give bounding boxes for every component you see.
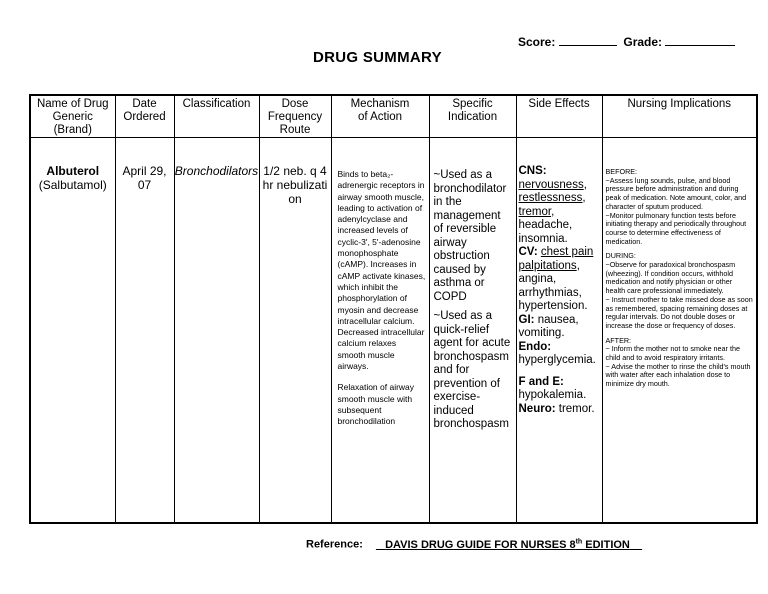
generic-name: Albuterol bbox=[46, 164, 100, 178]
fe-text: hypokalemia. bbox=[518, 389, 587, 401]
header-date bbox=[115, 95, 174, 138]
before-label: BEFORE: bbox=[605, 167, 638, 176]
drug-name-cell bbox=[30, 138, 115, 524]
reference-label: Reference: bbox=[306, 538, 363, 551]
score-grade-line bbox=[518, 35, 735, 49]
neuro-label: Neuro: bbox=[518, 402, 556, 415]
drug-summary-table bbox=[29, 94, 758, 524]
before-item-2: ~Monitor pulmonary function tests before initiating therapy and periodically throughout course to determine effectiveness of medication. bbox=[605, 210, 747, 246]
header-dose-line1: Dose bbox=[281, 98, 309, 110]
endo-text: hyperglycemia. bbox=[518, 354, 596, 366]
header-dose bbox=[259, 95, 331, 138]
reference-value bbox=[376, 539, 642, 551]
header-indication-line2: Indication bbox=[447, 111, 498, 123]
header-dose-line3: Route bbox=[279, 124, 311, 136]
header-mechanism-line1: Mechanism bbox=[350, 98, 410, 110]
before-item-1: ~Assess lung sounds, pulse, and blood pressure before administration and during peak of medication. Note amount, color, and character of sputum produced. bbox=[605, 175, 747, 211]
neuro-text: tremor. bbox=[558, 402, 595, 415]
mechanism-text-2: Relaxation of airway smooth muscle with subsequent bronchodilation bbox=[337, 382, 415, 427]
header-indication-line1: Specific bbox=[452, 98, 493, 110]
header-date-line1: Date bbox=[132, 98, 157, 110]
cns-item-3: tremor bbox=[518, 205, 552, 218]
header-mechanism bbox=[331, 95, 429, 138]
reference-line bbox=[306, 538, 642, 551]
score-label: Score: bbox=[518, 35, 556, 49]
during-item-2: ~ Instruct mother to take missed dose as soon as remembered, spacing remaining doses at regular intervals. Do not double doses or increase the dose or frequency of doses. bbox=[605, 294, 753, 330]
after-item-1: ~ Inform the mother not to smoke near the child and to avoid respiratory irritants. bbox=[605, 344, 740, 363]
grade-label: Grade: bbox=[623, 35, 663, 49]
header-side-effects: Side Effects bbox=[516, 95, 602, 138]
reference-sup: th bbox=[575, 538, 583, 545]
during-item-1: ~Observe for paradoxical bronchospasm (wheezing). If condition occurs, withhold medication and notify physician or other health care professional immediately. bbox=[605, 260, 736, 296]
after-item-2: ~ Advise the mother to rinse the child's mouth with water after each inhalation dose to minimize dry mouth. bbox=[605, 361, 751, 389]
header-classification: Classification bbox=[174, 95, 259, 138]
nursing-cell bbox=[602, 138, 757, 524]
cv-item-1: chest pain bbox=[540, 246, 594, 258]
cv-rest: angina, arrhythmias, hypertension. bbox=[518, 273, 588, 312]
cns-item-2: restlessness bbox=[518, 192, 583, 204]
reference-title: DAVIS DRUG GUIDE FOR NURSES 8 bbox=[385, 538, 576, 551]
page-title: DRUG SUMMARY bbox=[313, 49, 442, 66]
gi-label: GI: bbox=[518, 313, 535, 326]
grade-blank bbox=[665, 35, 735, 46]
during-label: DURING: bbox=[605, 251, 636, 261]
header-indication bbox=[429, 95, 516, 138]
cv-label: CV: bbox=[518, 246, 538, 258]
fe-label: F and E: bbox=[518, 375, 564, 388]
date-ordered-cell: April 29, 07 bbox=[115, 138, 174, 524]
indication-cell bbox=[429, 138, 516, 524]
cv-item-2: palpitations bbox=[518, 259, 577, 272]
classification-cell: Bronchodilators bbox=[174, 138, 259, 524]
cns-label: CNS: bbox=[518, 165, 547, 177]
endo-label: Endo: bbox=[518, 340, 552, 353]
brand-name: (Salbutamol) bbox=[38, 178, 107, 192]
table-header-row bbox=[30, 95, 757, 138]
header-mechanism-line2: of Action bbox=[357, 111, 403, 123]
table-row bbox=[30, 138, 757, 524]
mechanism-text-1: Binds to beta₂-adrenergic receptors in airway smooth muscle, leading to activation of adenylcyclase and increased levels of cyclic-3', 5'-adenosine monophosphate (cAMP). Increases in cAMP activate kinases, which inhibit the phosphorylation of myosin and decrease intracellular calcium. Decreased intracellular calcium relaxes smooth muscle airways. bbox=[337, 169, 426, 372]
after-label: AFTER: bbox=[605, 335, 632, 345]
cns-rest: headache, insomnia. bbox=[518, 219, 573, 245]
header-date-line2: Ordered bbox=[123, 111, 166, 123]
cns-item-1: nervousness bbox=[518, 178, 584, 191]
side-effects-cell: CNS: nervousness, restlessness, tremor, headache, insomnia. CV: chest pain palpitations, angina, arrhythmias, hypertension. GI: nausea, vomiting. Endo: hyperglycemia. F and E: hypokalemia. Neuro: tremor. bbox=[516, 138, 602, 524]
header-name-line3: (Brand) bbox=[53, 124, 92, 136]
header-name bbox=[30, 95, 115, 138]
indication-text-2: ~Used as a quick-relief agent for acute bronchospasm and for prevention of exercise-induced bronchospasm bbox=[433, 310, 511, 430]
gi-text: nausea, vomiting. bbox=[518, 313, 579, 339]
header-name-line2: Generic bbox=[52, 111, 93, 123]
header-dose-line2: Frequency bbox=[267, 111, 323, 123]
dose-cell: 1/2 neb. q 4 hr nebulization bbox=[259, 138, 331, 524]
reference-edition: EDITION bbox=[582, 538, 630, 551]
header-nursing: Nursing Implications bbox=[602, 95, 757, 138]
mechanism-cell bbox=[331, 138, 429, 524]
score-blank bbox=[559, 35, 617, 46]
header-name-line1: Name of Drug bbox=[36, 98, 109, 110]
indication-text-1: ~Used as a bronchodilator in the management of reversible airway obstruction caused by asthma or COPD bbox=[433, 169, 507, 303]
